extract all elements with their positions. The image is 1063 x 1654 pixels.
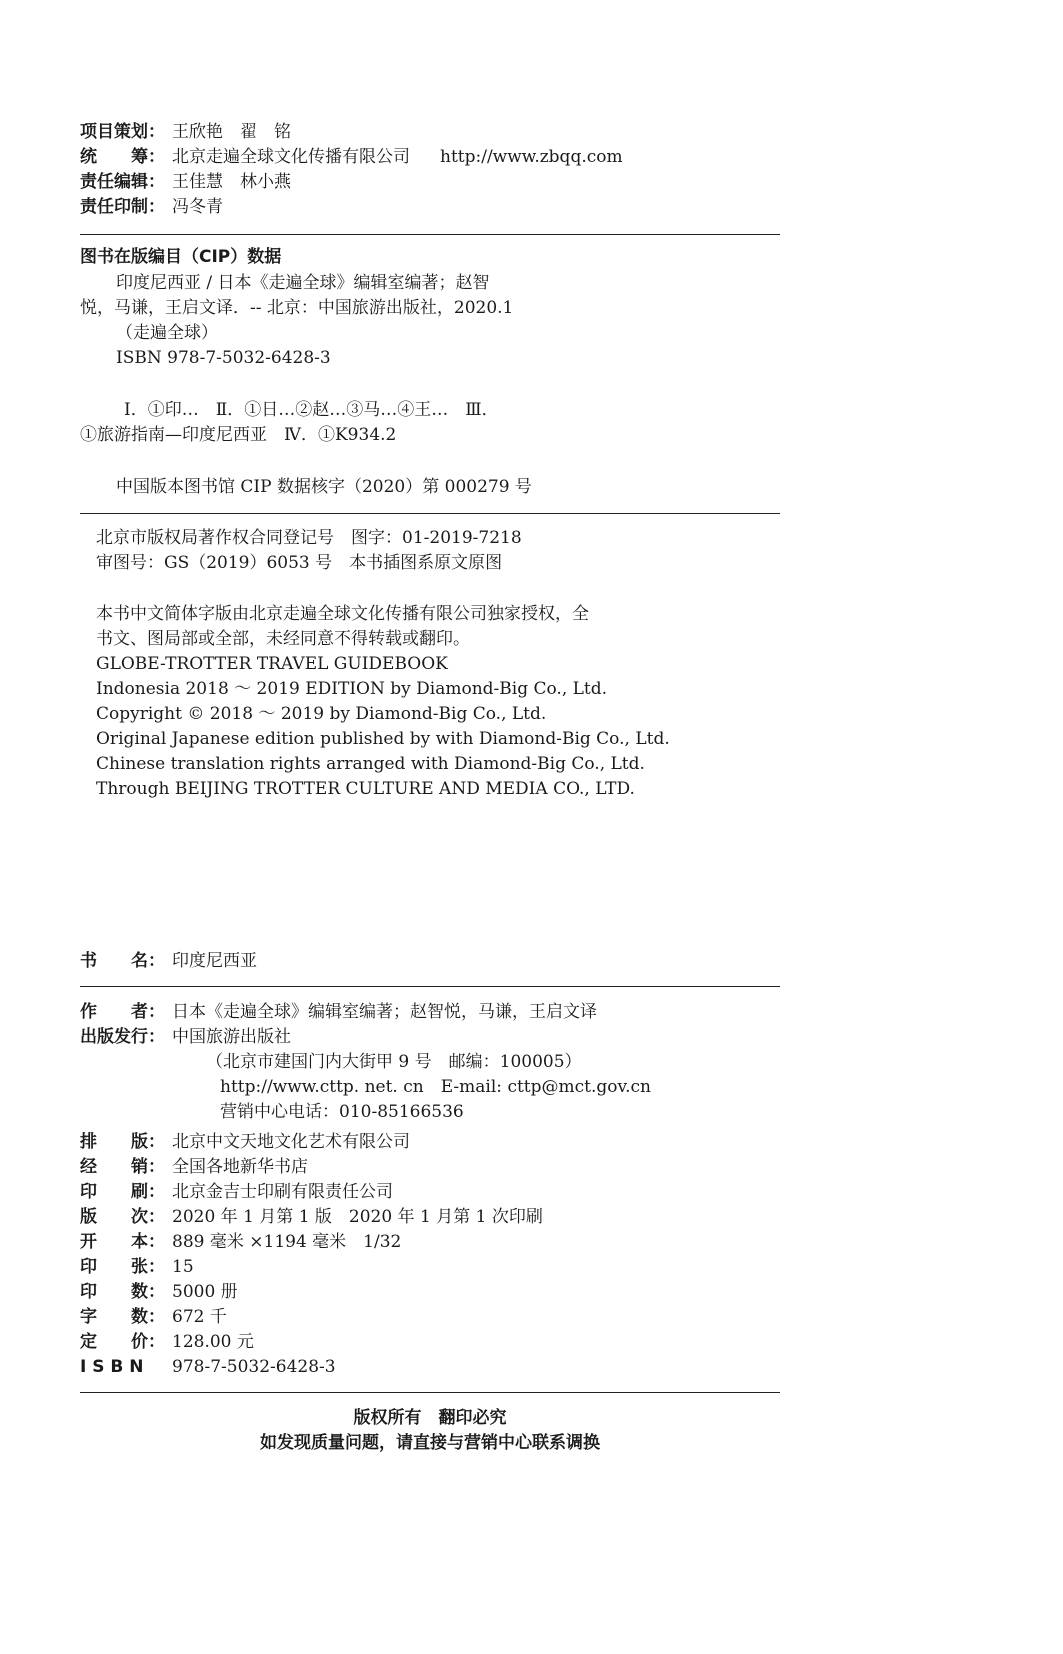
spec-label: 印 刷：: [80, 1182, 165, 1202]
spec-label: 版 次：: [80, 1207, 165, 1227]
publisher-phone: 营销中心电话：010-85166536: [220, 1102, 464, 1122]
spec-row: [80, 1306, 227, 1328]
cip-line: Ⅰ．①印… Ⅱ．①日…②赵…③马…④王… Ⅲ．: [124, 400, 499, 420]
divider: [80, 986, 780, 987]
spec-row: [80, 1206, 543, 1228]
publisher-address: （北京市建国门内大街甲 9 号 邮编：100005）: [206, 1052, 582, 1072]
publisher-label: 出版发行：: [80, 1027, 165, 1047]
credit-value: 冯冬青: [172, 197, 223, 217]
spec-label: 印 数：: [80, 1282, 165, 1302]
credit-editor: [80, 171, 291, 193]
author-row: [80, 1001, 597, 1023]
spec-value: 北京中文天地文化艺术有限公司: [172, 1132, 410, 1152]
spec-value: 15: [172, 1257, 194, 1277]
map-review-number: 审图号：GS（2019）6053 号 本书插图系原文原图: [96, 553, 503, 573]
spec-row: [80, 1231, 401, 1253]
spec-label: 经 销：: [80, 1157, 165, 1177]
quality-notice: 如发现质量问题，请直接与营销中心联系调换: [260, 1433, 600, 1453]
cip-number: 中国版本图书馆 CIP 数据核字（2020）第 000279 号: [116, 477, 532, 497]
credit-label: 项目策划：: [80, 122, 165, 142]
spec-label: 排 版：: [80, 1132, 165, 1152]
license-text: 本书中文简体字版由北京走遍全球文化传播有限公司独家授权，全: [96, 604, 589, 624]
spec-row: [80, 1331, 254, 1353]
isbn-value: 978-7-5032-6428-3: [172, 1357, 336, 1377]
credit-value: 王欣艳 翟 铭: [172, 122, 291, 142]
credit-value: 王佳慧 林小燕: [172, 172, 291, 192]
spec-label: 开 本：: [80, 1232, 165, 1252]
book-title: 印度尼西亚: [172, 951, 257, 971]
credit-planning: [80, 121, 291, 143]
spec-row: [80, 1156, 308, 1178]
spec-value: 北京金吉士印刷有限责任公司: [172, 1182, 393, 1202]
divider: [80, 234, 780, 235]
publisher-row: [80, 1026, 291, 1048]
isbn-row: [80, 1356, 336, 1378]
spec-row: [80, 1181, 393, 1203]
license-text: Indonesia 2018 ～ 2019 EDITION by Diamond-Big Co., Ltd.: [96, 679, 608, 699]
author-value: 日本《走遍全球》编辑室编著；赵智悦，马谦，王启文译: [172, 1002, 597, 1022]
divider: [80, 1392, 780, 1393]
book-title-row: [80, 950, 257, 972]
spec-value: 672 千: [172, 1307, 227, 1327]
spec-row: [80, 1281, 238, 1303]
cip-line: 悦，马谦，王启文译．-- 北京：中国旅游出版社，2020.1: [80, 298, 514, 318]
license-text: Copyright © 2018 ～ 2019 by Diamond-Big Co., Ltd.: [96, 704, 547, 724]
copyright-registration: 北京市版权局著作权合同登记号 图字：01-2019-7218: [96, 528, 522, 548]
cip-line: （走遍全球）: [116, 323, 218, 343]
spec-value: 5000 册: [172, 1282, 238, 1302]
spec-label: 定 价：: [80, 1332, 165, 1352]
publisher-value: 中国旅游出版社: [172, 1027, 291, 1047]
book-title-label: 书 名：: [80, 951, 165, 971]
license-text: Through BEIJING TROTTER CULTURE AND MEDIA CO., LTD.: [96, 779, 635, 799]
license-text: 书文、图局部或全部，未经同意不得转载或翻印。: [96, 629, 470, 649]
license-text: Original Japanese edition published by with Diamond-Big Co., Ltd.: [96, 729, 670, 749]
credit-coordination: [80, 146, 623, 168]
credit-url-link[interactable]: http://www.zbqq.com: [440, 147, 623, 167]
rights-notice: 版权所有 翻印必究: [353, 1408, 507, 1428]
license-text: Chinese translation rights arranged with Diamond-Big Co., Ltd.: [96, 754, 645, 774]
spec-label: 印 张：: [80, 1257, 165, 1277]
divider: [80, 513, 780, 514]
spec-label: 字 数：: [80, 1307, 165, 1327]
spec-value: 889 毫米 ×1194 毫米 1/32: [172, 1232, 402, 1252]
cip-isbn: ISBN 978-7-5032-6428-3: [116, 348, 331, 368]
cip-line: ①旅游指南—印度尼西亚 Ⅳ．①K934.2: [80, 425, 397, 445]
spec-value: 全国各地新华书店: [172, 1157, 308, 1177]
credit-value: 北京走遍全球文化传播有限公司: [172, 147, 410, 167]
author-label: 作 者：: [80, 1002, 165, 1022]
cip-heading: 图书在版编目（CIP）数据: [80, 247, 282, 267]
spec-value: 2020 年 1 月第 1 版 2020 年 1 月第 1 次印刷: [172, 1207, 543, 1227]
credit-label: 责任编辑：: [80, 172, 165, 192]
credit-printing: [80, 196, 223, 218]
spec-value: 128.00 元: [172, 1332, 254, 1352]
publisher-web-email[interactable]: http://www.cttp. net. cn E-mail: cttp@mct.gov.cn: [220, 1077, 651, 1097]
credit-label: 统 筹：: [80, 147, 165, 167]
license-text: GLOBE-TROTTER TRAVEL GUIDEBOOK: [96, 654, 448, 674]
spec-row: [80, 1256, 194, 1278]
credit-label: 责任印制：: [80, 197, 165, 217]
cip-line: 印度尼西亚 / 日本《走遍全球》编辑室编著；赵智: [116, 273, 490, 293]
spec-row: [80, 1131, 410, 1153]
isbn-label: I S B N: [80, 1357, 144, 1377]
